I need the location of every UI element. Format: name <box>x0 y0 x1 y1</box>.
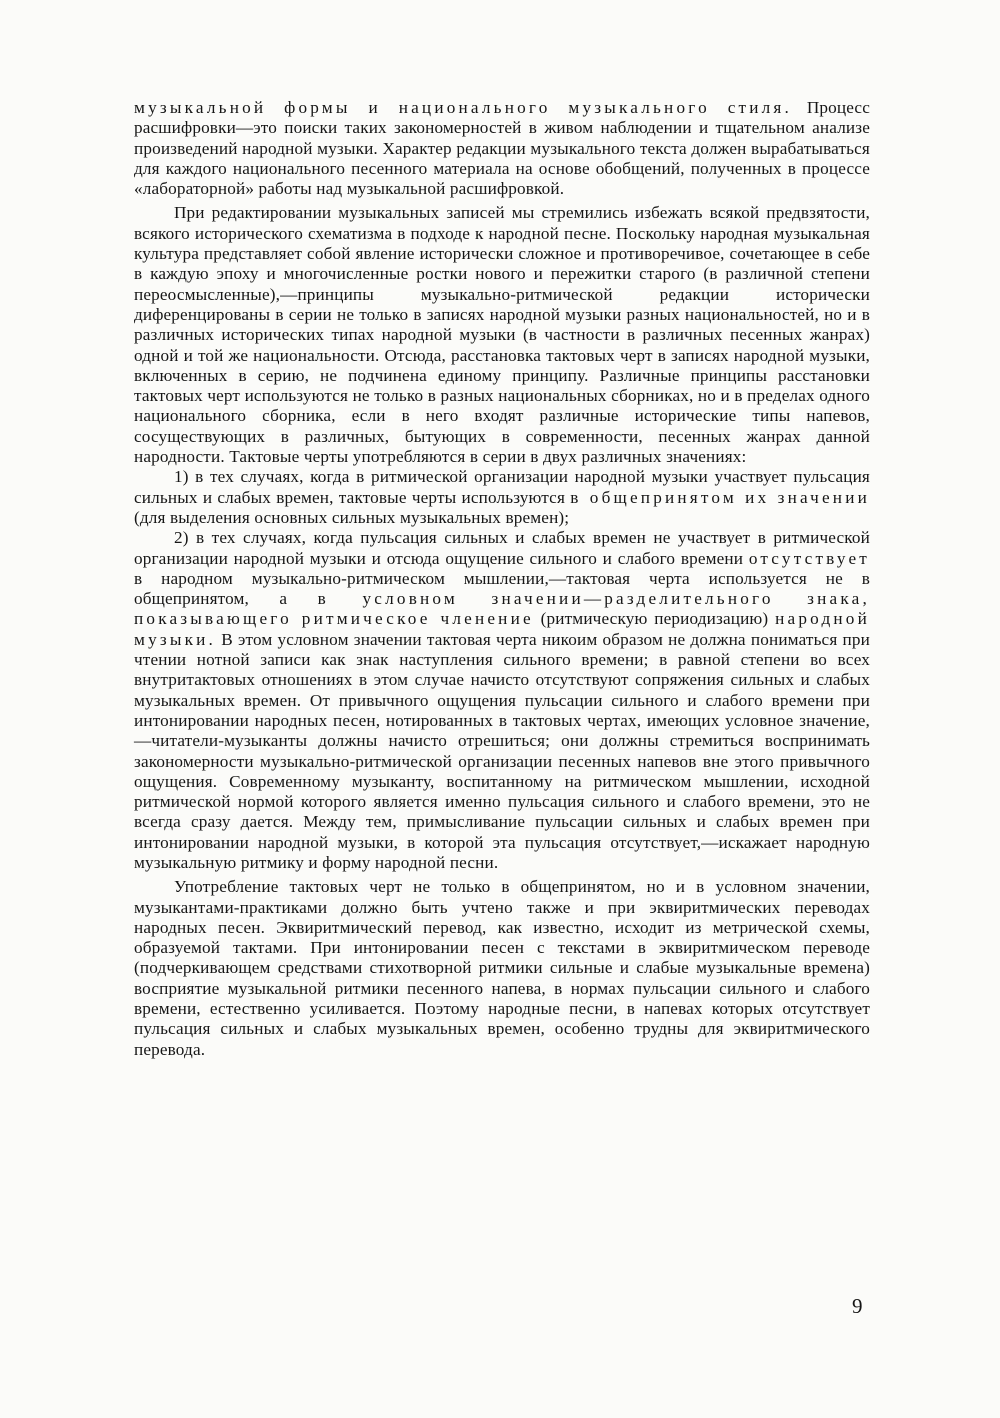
paragraph-text: При редактировании музыкальных записей мы стремились избежать всякой предвзятости, всякого исторического схематизма в подходе к народной песне. Поскольку народная музыкальная культура представляет собой явление исторически сложное и противоречивое, сочетающее в себе в каждую эпоху и многочисленные ростки нового и пережитки старого (в различной степени переосмысленные),—принципы музыкально-ритмической редакции исторически диференцированы в серии не только в записях народной музыки разных национальностей, но и в различных исторических типах народной музыки (в частности в различных песенных жанрах) одной и той же национальности. Отсюда, расстановка тактовых черт в записях народной музыки, включенных в серию, не подчинена единому принципу. Различные принципы расстановки тактовых черт используются не только в разных национальных сборниках, но и в пределах одного национального сборника, если в него входят различные исторические типы напевов, сосуществующих в различных, бытующих в современности, песенных жанрах данной народности. Тактовые черты употребляются в серии в двух различных значениях: <box>134 203 870 467</box>
spaced-emphasis: музыкальной формы и национального музыкального стиля. <box>134 98 793 117</box>
paragraph-editing-principles <box>134 203 870 467</box>
paragraph-text: (для выделения основных сильных музыкальных времен); <box>134 507 570 527</box>
spaced-emphasis: отсутствует <box>748 548 870 568</box>
paragraph-text: в народном музыкально-ритмическом мышлении,—тактовая черта используется не в общепринятом, а <box>134 568 870 609</box>
spaced-emphasis: в условном значении—разделительного знака, показывающего ритмическое членение <box>134 589 870 629</box>
paragraph-text: 2) в тех случаях, когда пульсация сильных и слабых времен не участвует в ритмической организации народной музыки и отсюда ощущение сильного и слабого времени <box>134 528 870 568</box>
body-text <box>134 98 870 1060</box>
paragraph-translation <box>134 877 870 1060</box>
paragraph-text: (ритмическую периодизацию) <box>533 609 776 629</box>
paragraph-text: 1) в тех случаях, когда в ритмической организации народной музыки участвует пульсация сильных и слабых времен, тактовые черты используются <box>134 467 870 507</box>
spaced-emphasis: в общепринятом их значении <box>570 487 871 507</box>
page-number: 9 <box>852 1294 863 1318</box>
paragraph-item-1 <box>134 467 870 528</box>
paragraph-text: Процесс расшифровки—это поиски таких закономерностей в живом наблюдении и тщательном анализе произведений народной музыки. Характер редакции музыкального текста должен вырабатываться для каждого национального песенного материала на основе обобщений, полученных в процессе «лабораторной» работы над музыкальной расшифровкой. <box>134 98 870 199</box>
spaced-emphasis: народной музыки. <box>134 609 870 649</box>
paragraph-continuation <box>134 98 870 199</box>
paragraph-text: В этом условном значении тактовая черта никоим образом не должна пониматься при чтении нотной записи как знак наступления сильного времени; в равной степени во всех внутритактовых отношениях в этом случае начисто отсутствуют сопряжения сильных и слабых музыкальных времен. От привычного ощущения пульсации сильного и слабого времени при интонировании народных песен, нотированных в тактовых чертах, имеющих условное значение,—читатели-музыканты должны начисто отрешиться; они должны стремиться воспринимать закономерности музыкально-ритмической организации песенных напевов вне этого привычного ощущения. Современному музыканту, воспитанному на ритмическом мышлении, исходной ритмической нормой которого является именно пульсация сильного и слабого времени, это не всегда сразу дается. Между тем, примысливание пульсации сильных и слабых времен при интонировании народной музыки, в которой эта пульсация отсутствует,—искажает народную музыкальную ритмику и форму народной песни. <box>134 629 870 872</box>
paragraph-item-2 <box>134 528 870 873</box>
paragraph-text: Употребление тактовых черт не только в общепринятом, но и в условном значении, музыкантами-практиками должно быть учтено также и при эквиритмических переводах народных песен. Эквиритмический перевод, как известно, исходит из метрической схемы, образуемой тактами. При интонировании песен с текстами в эквиритмическом переводе (подчеркивающем средствами стихотворной ритмики сильные и слабые музыкальные времена) восприятие музыкальной ритмики песенного напева, в нормах пульсации сильного и слабого времени, естественно усиливается. Поэтому народные песни, в напевах которых отсутствует пульсация сильных и слабых музыкальных времен, особенно трудны для эквиритмического перевода. <box>134 877 870 1059</box>
